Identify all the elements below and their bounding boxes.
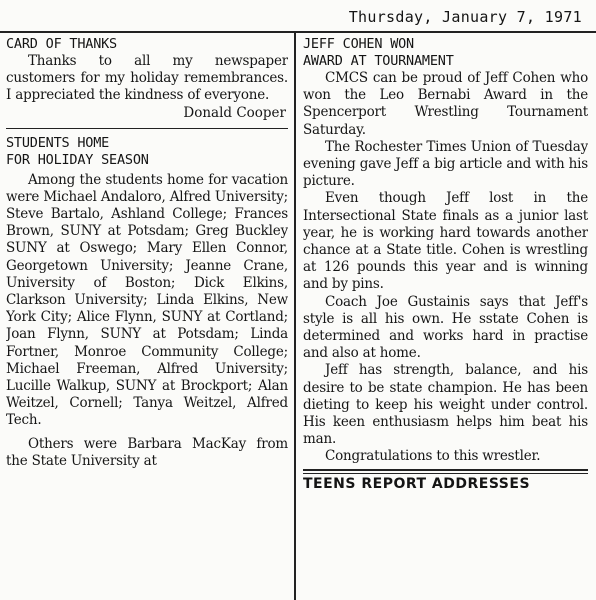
left-column [6,36,288,470]
jeff-cohen-paragraph: Jeff has strength, balance, and his desire to be state champion. He has been dieting to keep his weight under control. His keen enthusiasm helps him beat his man. [303,362,588,448]
students-home-body: Among the students home for vacation were Michael Andaloro, Alfred University; Steve Bartalo, Ashland College; Frances Brown, SUNY at Potsdam; Greg Buckley SUNY at Oswego; Mary Ellen Connor, Georgetown University; Jeanne Crane, University of Boston; Dick Elkins, Clarkson University; Linda Elkins, New York City; Alice Flynn, SUNY at Cortland; Joan Flynn, SUNY at Potsdam; Linda Fortner, Monroe Community College; Michael Freeman, Alfred University; Lucille Walkup, SUNY at Brockport; Alan Weitzel, Cornell; Tanya Weitzel, Alfred Tech. [6,171,288,429]
jeff-cohen-paragraph: CMCS can be proud of Jeff Cohen who won the Leo Bernabi Award in the Spencerport Wrestling Tournament Saturday. [303,70,588,138]
jeff-cohen-paragraph: Coach Joe Gustainis says that Jeff's style is all his own. He sstate Cohen is determined and works hard in practise and also at home. [303,293,588,362]
jeff-cohen-article [303,36,588,466]
article-divider [303,469,588,474]
students-home-headline-line1: STUDENTS HOME [6,134,110,151]
header-rule [0,31,596,33]
column-divider [294,33,296,600]
students-home-body-continued: Others were Barbara MacKay from the State University at [6,435,288,469]
jeff-cohen-paragraph: Congratulations to this wrestler. [325,448,541,465]
card-of-thanks-headline: CARD OF THANKS [6,36,117,52]
card-of-thanks-signature: Donald Cooper [183,104,286,121]
next-article-headline: TEENS REPORT ADDRESSES [303,475,531,492]
students-home-headline-line2: FOR HOLIDAY SEASON [6,151,149,168]
card-of-thanks-article [6,36,288,122]
article-divider [6,128,288,129]
students-home-article [6,135,288,470]
jeff-cohen-paragraph: Even though Jeff lost in the Intersectional State finals as a junior last year, he is working hard towards another chance at a State title. Cohen is wrestling at 126 pounds this year and is winning and by pins. [303,190,588,293]
jeff-cohen-headline-line1: JEFF COHEN WON [303,36,414,52]
card-of-thanks-body: Thanks to all my newspaper customers for my holiday remembrances. I appreciated the kindness of everyone. [6,53,288,104]
right-column [303,36,588,492]
issue-date: Thursday, January 7, 1971 [348,8,582,26]
jeff-cohen-headline-line2: AWARD AT TOURNAMENT [303,53,454,69]
jeff-cohen-paragraph: The Rochester Times Union of Tuesday evening gave Jeff a big article and with his picture. [303,138,588,190]
